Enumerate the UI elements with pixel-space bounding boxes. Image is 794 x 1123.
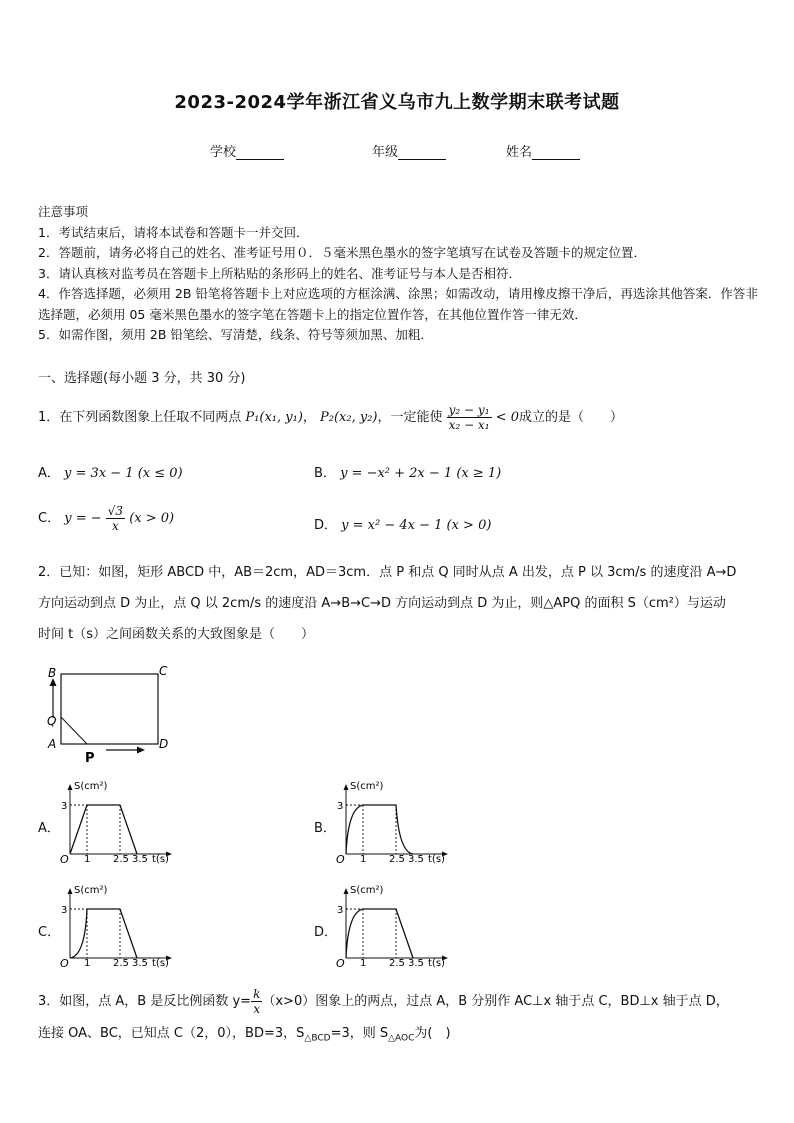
- q1-fraction: [447, 403, 492, 432]
- q2-rectangle-figure: [40, 660, 180, 770]
- graph-curve: [70, 909, 137, 958]
- origin-label: O: [60, 853, 69, 866]
- q3-sub-aoc: △AOC: [388, 1033, 415, 1044]
- notice-item: 2．答题前，请务必将自己的姓名、准考证号用０．５毫米黑色墨水的签字笔填写在试卷及答题卡的规定位置．: [38, 245, 646, 260]
- x-tick-label: 3.5: [132, 958, 148, 969]
- origin-label: O: [336, 853, 345, 866]
- q1-point-1: P₁(x₁, y₁): [245, 410, 303, 425]
- q2-graph-c[interactable]: [56, 880, 186, 970]
- x-tick-label: 2.5: [113, 854, 129, 865]
- x-tick-label: 2.5: [113, 958, 129, 969]
- y-axis-arrow: [344, 784, 349, 790]
- q1-option-d[interactable]: [314, 514, 491, 533]
- label-a: A: [48, 737, 57, 751]
- section-heading: 一、选择题(每小题 3 分，共 30 分): [38, 371, 246, 386]
- q1-point-2: P₂(x₂, y₂): [320, 410, 378, 425]
- x-tick-label: 2.5: [389, 854, 405, 865]
- x-tick-label: 1: [360, 854, 367, 865]
- x-tick-label: 2.5: [389, 958, 405, 969]
- notice-item: 4．作答选择题，必须用 2B 铅笔将答题卡上对应选项的方框涂满、涂黑；如需改动，请用橡皮擦干净后，再选涂其他答案．作答非选择题，必须用 05 毫米黑色墨水的签字笔在答题卡上的指定位置作答，在其他位置作答一律无效．: [38, 286, 758, 322]
- q2-graph-a[interactable]: [56, 776, 186, 866]
- q1-option-c-fraction: [106, 504, 125, 533]
- rectangle-abcd: [61, 674, 158, 744]
- grade-blank[interactable]: [398, 146, 446, 160]
- y-axis-label: S(cm²): [74, 885, 108, 896]
- y-axis-label: S(cm²): [350, 885, 384, 896]
- question-2: [38, 557, 758, 650]
- q1-ineq: < 0: [495, 410, 519, 425]
- q1-option-b[interactable]: [314, 462, 501, 481]
- y-axis-arrow: [344, 888, 349, 894]
- q2-line-1: 2．已知：如图，矩形 ABCD 中，AB＝2cm，AD＝3cm．点 P 和点 Q 同时从点 A 出发，点 P 以 3cm/s 的速度沿 A→D: [38, 565, 737, 580]
- x-axis-label: t(s): [428, 958, 445, 969]
- name-field[interactable]: [506, 141, 580, 160]
- q1-option-c-label: C．: [38, 511, 61, 526]
- y-tick-label: 3: [61, 905, 68, 916]
- q1-option-d-text: y = x² − 4x − 1 (x > 0): [341, 518, 492, 533]
- origin-label: O: [336, 957, 345, 970]
- q2-graph-b[interactable]: [332, 776, 462, 866]
- q1-frac-den: x₂ − x₁: [448, 418, 490, 432]
- name-label: 姓名: [506, 145, 533, 160]
- q3-sub-bcd: △BCD: [304, 1033, 331, 1044]
- q3-line-2-a: 连接 OA、BC，已知点 C（2，0），BD=3，S: [38, 1026, 305, 1041]
- y-axis-arrow: [68, 888, 73, 894]
- q3-line-1-b: （x>0）图象上的两点，过点 A，B 分别作 AC⊥x 轴于点 C，BD⊥x 轴于点 D，: [262, 994, 729, 1009]
- q1-frac-num: y₂ − y₁: [448, 403, 490, 417]
- y-axis-label: S(cm²): [74, 781, 108, 792]
- q1-option-c-post: (x > 0): [129, 511, 175, 526]
- q1-option-b-label: B．: [314, 466, 336, 481]
- label-b: B: [48, 666, 57, 680]
- q3-line-2-b: =3，则 S: [330, 1026, 389, 1041]
- q3-line-1: [38, 984, 758, 1020]
- q1-option-a-label: A．: [38, 466, 60, 481]
- x-tick-label: 3.5: [408, 958, 424, 969]
- q1-option-c[interactable]: [38, 504, 174, 533]
- grade-field[interactable]: [372, 141, 446, 160]
- q3-frac-den: x: [253, 1002, 261, 1016]
- origin-label: O: [60, 957, 69, 970]
- q2-option-d-label[interactable]: D．: [314, 925, 338, 940]
- q2-option-b-label[interactable]: B．: [314, 821, 336, 836]
- x-tick-label: 1: [84, 958, 91, 969]
- notice-heading: 注意事项: [38, 204, 89, 219]
- x-axis-label: t(s): [152, 854, 169, 865]
- q3-line-2: [38, 1016, 758, 1057]
- q1-option-a-text: y = 3x − 1 (x ≤ 0): [64, 466, 183, 481]
- graph-curve: [346, 805, 413, 854]
- segment-qp: [61, 717, 87, 744]
- notice-item: 5．如需作图，须用 2B 铅笔绘、写清楚，线条、符号等须加黑、加粗．: [38, 327, 433, 342]
- q1-option-c-den: x: [112, 519, 119, 533]
- q2-line-3: 时间 t（s）之间函数关系的大致图象是（ ）: [38, 627, 315, 642]
- arrow-right-head: [137, 747, 145, 754]
- x-tick-label: 1: [360, 958, 367, 969]
- q2-line-2: 方向运动到点 D 为止，点 Q 以 2cm/s 的速度沿 A→B→C→D 方向运动到点 D 为止，则△APQ 的面积 S（cm²）与运动: [38, 596, 726, 611]
- notice-item: 1．考试结束后，请将本试卷和答题卡一并交回．: [38, 224, 309, 240]
- q2-option-c-label[interactable]: C．: [38, 925, 61, 940]
- label-c: C: [159, 664, 168, 678]
- q1-option-b-text: y = −x² + 2x − 1 (x ≥ 1): [340, 466, 502, 481]
- y-tick-label: 3: [337, 905, 344, 916]
- notice-section: [38, 202, 758, 346]
- q1-mid: ，一定能使: [377, 410, 443, 425]
- question-1: 1．在下列函数图象上任取不同两点 P₁(x₁, y₁)， P₂(x₂, y₂)，一定能使 $\frac{\text{y₂ − y₁}}{\text{x₂ − x₁}}$ < 0成立的是（ ）: [38, 403, 623, 432]
- q1-option-c-num: √3: [107, 504, 124, 518]
- q3-frac-num: k: [253, 987, 261, 1001]
- page-title: 2023-2024学年浙江省义乌市九上数学期末联考试题: [174, 92, 620, 113]
- q1-prefix: 1．在下列函数图象上任取不同两点: [38, 410, 242, 425]
- notice-item: 3．请认真核对监考员在答题卡上所粘贴的条形码上的姓名、准考证号与本人是否相符．: [38, 265, 521, 281]
- q1-option-d-label: D．: [314, 518, 338, 533]
- x-axis-label: t(s): [152, 958, 169, 969]
- q2-graph-d[interactable]: [332, 880, 462, 970]
- label-p: P: [85, 751, 95, 766]
- x-axis-label: t(s): [428, 854, 445, 865]
- y-axis-arrow: [68, 784, 73, 790]
- school-label: 学校: [210, 145, 237, 160]
- graph-curve: [346, 909, 413, 958]
- school-blank[interactable]: [236, 146, 284, 160]
- y-axis-label: S(cm²): [350, 781, 384, 792]
- name-blank[interactable]: [532, 146, 580, 160]
- label-q: Q: [47, 714, 57, 728]
- x-tick-label: 3.5: [408, 854, 424, 865]
- school-field[interactable]: [210, 141, 284, 160]
- label-d: D: [159, 737, 169, 751]
- q3-fraction: [251, 987, 262, 1016]
- y-tick-label: 3: [337, 801, 344, 812]
- q1-option-a[interactable]: [38, 462, 183, 481]
- q1-suffix: 成立的是（ ）: [518, 410, 623, 425]
- q3-line-1-a: 3．如图，点 A，B 是反比例函数 y=: [38, 994, 252, 1009]
- q3-line-2-c: 为( ): [414, 1026, 451, 1041]
- q2-option-a-label[interactable]: A．: [38, 821, 60, 836]
- q1-option-c-pre: y = −: [64, 511, 102, 526]
- graph-curve: [70, 805, 137, 854]
- x-tick-label: 1: [84, 854, 91, 865]
- question-3: [38, 984, 758, 1057]
- grade-label: 年级: [372, 145, 399, 160]
- y-tick-label: 3: [61, 801, 68, 812]
- x-tick-label: 3.5: [132, 854, 148, 865]
